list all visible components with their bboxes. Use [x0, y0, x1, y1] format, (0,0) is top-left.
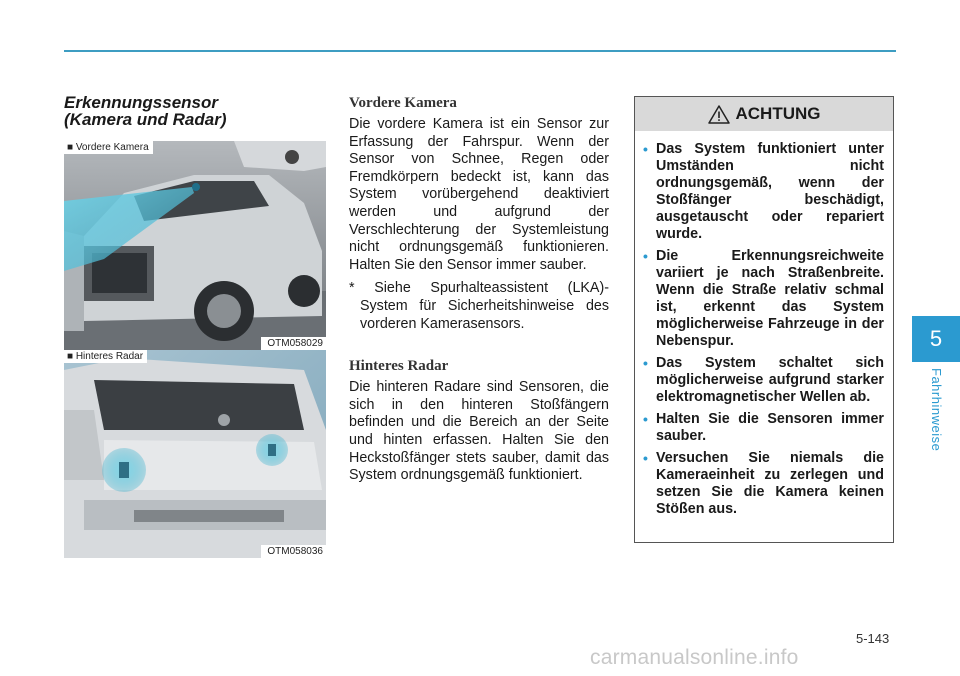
- rear-radar-figure-code: OTM058036: [261, 545, 326, 558]
- caution-title: ACHTUNG: [735, 104, 821, 123]
- section-heading-line1: Erkennungssensor: [64, 93, 218, 112]
- rear-radar-heading: Hinteres Radar: [349, 358, 449, 375]
- bullet-icon: •: [643, 248, 648, 264]
- bullet-icon: •: [643, 450, 648, 466]
- caution-item-text: Die Erkennungsreichweite variiert je nach Straßenbreite. Wenn die Straße relativ schmal ist, erkennt das System möglicherweise Fahrzeuge in der Nebenspur.: [656, 248, 884, 349]
- caution-header: [635, 97, 893, 131]
- rear-radar-paragraph: Die hinteren Radare sind Sensoren, die sich in den hinteren Stoßfängern befinden und die Bereich an der Seite und hinten erfassen. Halten Sie den Heckstoßfänger stets sauber, damit das System ordnungsgemäß funktioniert.: [349, 379, 609, 484]
- caution-box: [634, 96, 894, 543]
- front-camera-note: * Siehe Spurhalteassistent (LKA)-System für Sicherheitshinweise des vorderen Kamerasensors.: [349, 280, 609, 332]
- front-camera-figure-code: OTM058029: [261, 337, 326, 350]
- caution-item-text: Halten Sie die Sensoren immer sauber.: [656, 411, 884, 444]
- section-heading: [64, 94, 324, 128]
- bullet-icon: •: [643, 411, 648, 427]
- caution-item: [643, 355, 884, 406]
- rear-radar-illustration: [64, 350, 326, 558]
- caution-list: [635, 141, 893, 518]
- caution-item: [643, 141, 884, 243]
- text-column: [349, 94, 609, 485]
- chapter-tab[interactable]: [912, 316, 960, 362]
- front-camera-heading: Vordere Kamera: [349, 95, 457, 111]
- rear-radar-figure: [64, 350, 326, 558]
- bullet-icon: •: [643, 141, 648, 157]
- front-camera-illustration: [64, 141, 326, 350]
- top-rule: [64, 50, 896, 52]
- caution-item-text: Das System funktioniert unter Umständen nicht ordnungsgemäß, wenn der Stoßfänger beschädigt, ausgetauscht oder repariert wurde.: [656, 141, 884, 242]
- caution-item: [643, 411, 884, 445]
- caution-item: [643, 248, 884, 350]
- caution-item-text: Versuchen Sie niemals die Kameraeinheit zu zerlegen und setzen Sie die Kamera keinen Stößen aus.: [656, 450, 884, 517]
- page-number: 5-143: [856, 631, 890, 646]
- bullet-icon: •: [643, 355, 648, 371]
- caution-item: [643, 450, 884, 518]
- warning-triangle-icon: [708, 105, 730, 124]
- front-camera-figure: [64, 141, 326, 350]
- front-camera-label: ■ Vordere Kamera: [64, 141, 153, 154]
- section-heading-line2: (Kamera und Radar): [64, 110, 227, 129]
- rear-radar-label: ■ Hinteres Radar: [64, 350, 147, 363]
- watermark: carmanualsonline.info: [590, 646, 799, 669]
- chapter-number: 5: [929, 326, 943, 351]
- chapter-title: Fahrhinweise: [929, 368, 944, 452]
- front-camera-paragraph: Die vordere Kamera ist ein Sensor zur Erfassung der Fahrspur. Wenn der Sensor von Schnee, Regen oder Fremdkörpern bedeckt ist, kann das System vorübergehend deaktiviert werden und aufgrund der Verschlechterung der Systemleistung nicht ordnungsgemäß funktionieren. Halten Sie den Sensor immer sauber.: [349, 116, 609, 273]
- caution-item-text: Das System schaltet sich möglicherweise aufgrund starker elektromagnetischer Wellen ab.: [656, 355, 884, 405]
